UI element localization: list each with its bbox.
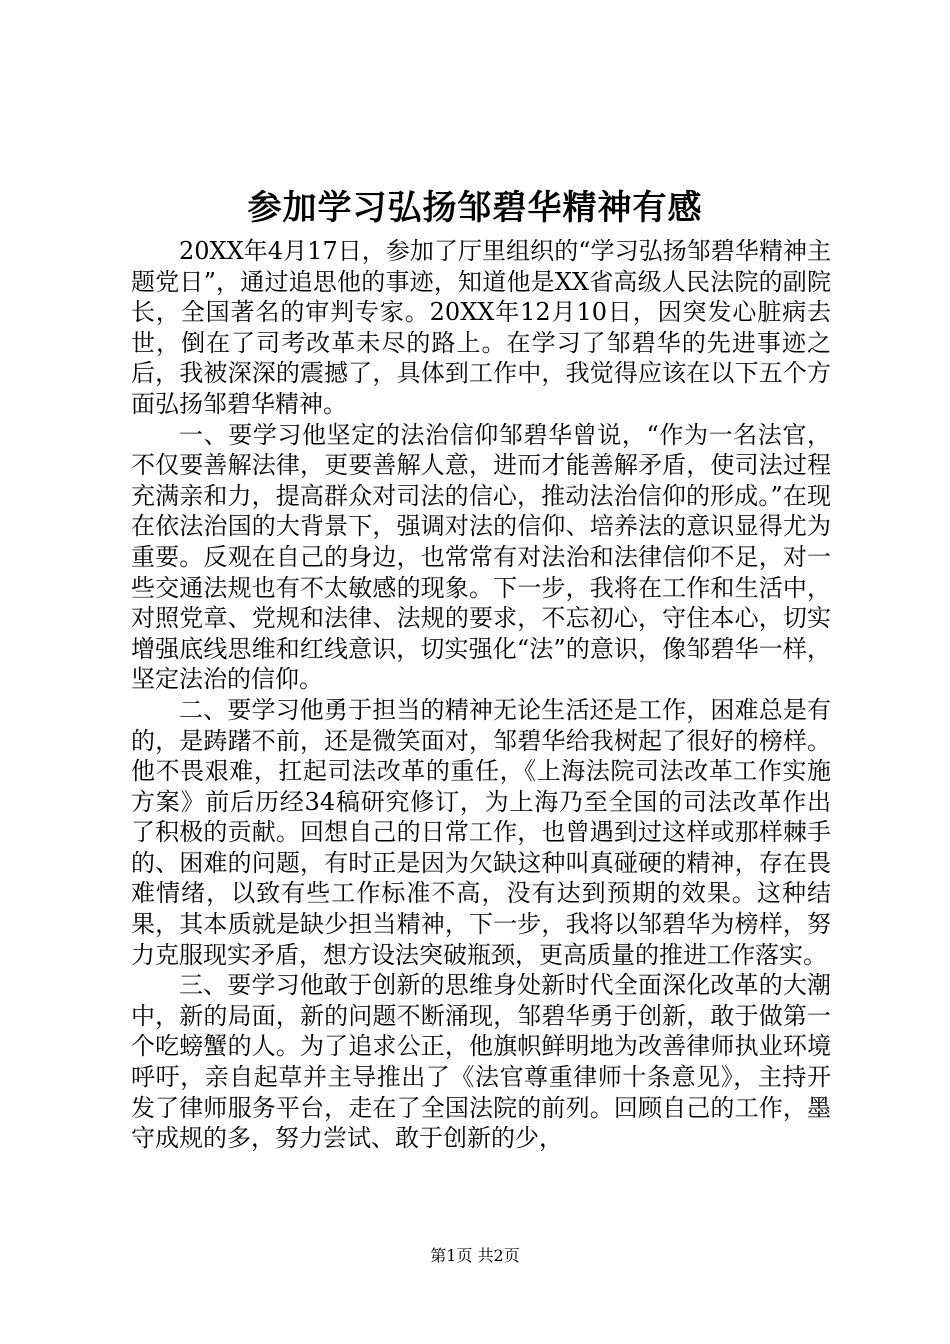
document-title: 参加学习弘扬邹碧华精神有感 [247,188,703,228]
page-number-footer: 第1页 共2页 [430,1246,520,1265]
paragraph-section-3: 三、要学习他敢于创新的思维身处新时代全面深化改革的大潮中，新的局面，新的问题不断涌现，邹碧华勇于创新，敢于做第一个吃螃蟹的人。为了追求公正，他旗帜鲜明地为改善律师执业环境呼吁，亲自起草并主导推出了《法官尊重律师十条意见》，主持开发了律师服务平台，走在了全国法院的前列。回顾自己的工作，墨守成规的多，努力尝试、敢于创新的少， [131,971,831,1153]
paragraph-section-2: 二、要学习他勇于担当的精神无论生活还是工作，困难总是有的，是踌躇不前，还是微笑面对，邹碧华给我树起了很好的榜样。他不畏艰难，扛起司法改革的重任，《上海法院司法改革工作实施方案》前后历经34稿研究修订，为上海乃至全国的司法改革作出了积极的贡献。回想自己的日常工作，也曾遇到过这样或那样棘手的、困难的问题，有时正是因为欠缺这种叫真碰硬的精神，存在畏难情绪，以致有些工作标准不高，没有达到预期的效果。这种结果，其本质就是缺少担当精神，下一步，我将以邹碧华为榜样，努力克服现实矛盾，想方设法突破瓶颈，更高质量的推进工作落实。 [131,695,831,969]
paragraph-intro: 20XX年4月17日，参加了厅里组织的“学习弘扬邹碧华精神主题党日”，通过追思他的事迹，知道他是XX省高级人民法院的副院长，全国著名的审判专家。20XX年12月10日，因突发心脏病去世，倒在了司考改革未尽的路上。在学习了邹碧华的先进事迹之后，我被深深的震撼了，具体到工作中，我觉得应该在以下五个方面弘扬邹碧华精神。 [131,237,831,418]
document-body [131,236,831,1154]
paragraph-section-1: 一、要学习他坚定的法治信仰邹碧华曾说，“作为一名法官，不仅要善解法律，更要善解人意，进而才能善解矛盾，使司法过程充满亲和力，提高群众对司法的信心，推动法治信仰的形成。”在现在依法治国的大背景下，强调对法的信仰、培养法的意识显得尤为重要。反观在自己的身边，也常常有对法治和法律信仰不足，对一些交通法规也有不太敏感的现象。下一步，我将在工作和生活中，对照党章、党规和法律、法规的要求，不忘初心，守住本心，切实增强底线思维和红线意识，切实强化“法”的意识，像邹碧华一样，坚定法治的信仰。 [131,420,831,694]
